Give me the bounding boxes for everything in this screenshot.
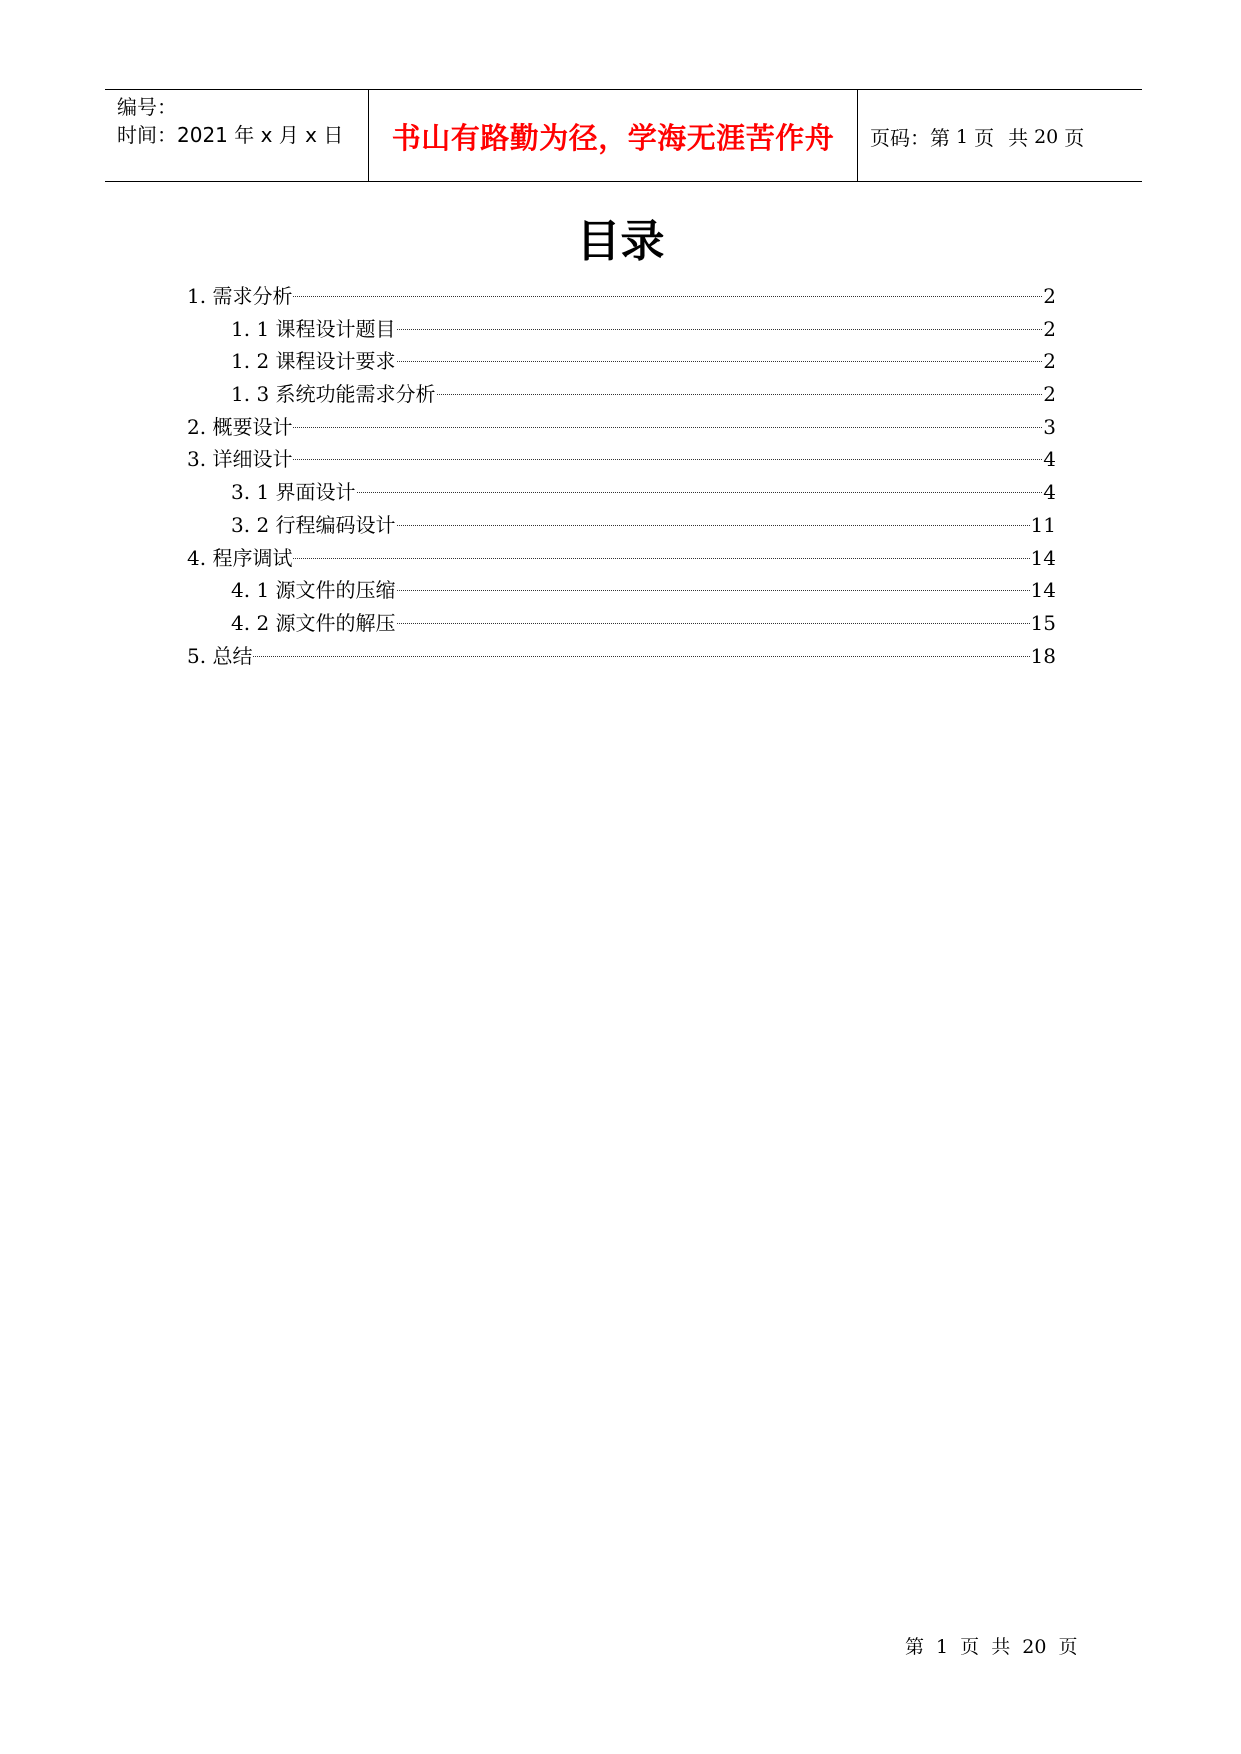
toc-entry-label: 4. 2 源文件的解压 [231, 610, 396, 635]
toc-entry[interactable] [187, 443, 1056, 476]
time-label: 时间：2021 年 x 月 x 日 [117, 123, 344, 147]
toc-leader [397, 361, 1043, 362]
page-label: 页码：第 [870, 126, 950, 150]
toc-entry-label: 3. 2 行程编码设计 [231, 512, 396, 537]
toc-leader [293, 427, 1042, 428]
toc-entry-label: 5. 总结 [187, 643, 253, 668]
toc-entry[interactable] [187, 313, 1056, 346]
toc-entry[interactable] [187, 280, 1056, 313]
toc-entry-page: 2 [1043, 349, 1056, 374]
toc-leader [397, 623, 1030, 624]
toc-entry-label: 4. 1 源文件的压缩 [231, 578, 396, 603]
toc-entry-page: 14 [1030, 578, 1056, 603]
toc-entry-label: 3. 1 界面设计 [231, 480, 356, 505]
total-number: 20 [1034, 125, 1059, 148]
header-info-cell [105, 90, 369, 181]
toc-leader [397, 329, 1043, 330]
toc-entry-label: 4. 程序调试 [187, 545, 293, 570]
toc-entry[interactable] [187, 509, 1056, 542]
toc-leader [253, 656, 1029, 657]
header-motto-cell [369, 90, 858, 181]
toc-entry[interactable] [187, 378, 1056, 411]
toc-entry-page: 18 [1030, 643, 1056, 668]
toc-entry-page: 15 [1030, 610, 1056, 635]
toc-entry-page: 4 [1043, 480, 1056, 505]
toc-entry[interactable] [187, 640, 1056, 673]
motto-text: 书山有路勤为径，学海无涯苦作舟 [391, 121, 835, 155]
toc-leader [293, 296, 1042, 297]
page-header [105, 89, 1142, 182]
toc-entry[interactable] [187, 476, 1056, 509]
page-unit: 页 [974, 126, 995, 150]
toc-list [187, 280, 1056, 672]
toc-title: 目录 [576, 216, 665, 267]
toc-entry-label: 2. 概要设计 [187, 414, 293, 439]
toc-leader [397, 590, 1030, 591]
toc-entry-label: 1. 1 课程设计题目 [231, 316, 396, 341]
toc-entry-page: 2 [1043, 382, 1056, 407]
toc-leader [397, 525, 1030, 526]
toc-entry[interactable] [187, 345, 1056, 378]
total-label: 共 [1008, 126, 1029, 150]
toc-entry[interactable] [187, 411, 1056, 444]
toc-entry-label: 1. 3 系统功能需求分析 [231, 382, 436, 407]
total-unit: 页 [1064, 126, 1085, 150]
toc-entry-label: 1. 2 课程设计要求 [231, 349, 396, 374]
toc-entry[interactable] [187, 574, 1056, 607]
header-page-cell [858, 90, 1142, 181]
toc-entry-page: 2 [1043, 284, 1056, 308]
toc-entry-label: 1. 需求分析 [187, 284, 293, 308]
toc-entry-page: 3 [1043, 414, 1056, 439]
toc-leader [293, 459, 1042, 460]
toc-entry[interactable] [187, 542, 1056, 575]
toc-entry-page: 14 [1030, 545, 1056, 570]
toc-leader [357, 492, 1043, 493]
page-footer: 第 1 页 共 20 页 [905, 1636, 1078, 1658]
serial-label: 编号： [117, 95, 177, 119]
toc-entry-page: 2 [1043, 316, 1056, 341]
toc-leader [293, 558, 1029, 559]
page-number: 1 [956, 125, 969, 148]
toc-leader [437, 394, 1043, 395]
toc-entry-page: 11 [1030, 512, 1056, 537]
toc-entry-page: 4 [1043, 447, 1056, 472]
toc-entry-label: 3. 详细设计 [187, 447, 293, 472]
toc-entry[interactable] [187, 607, 1056, 640]
